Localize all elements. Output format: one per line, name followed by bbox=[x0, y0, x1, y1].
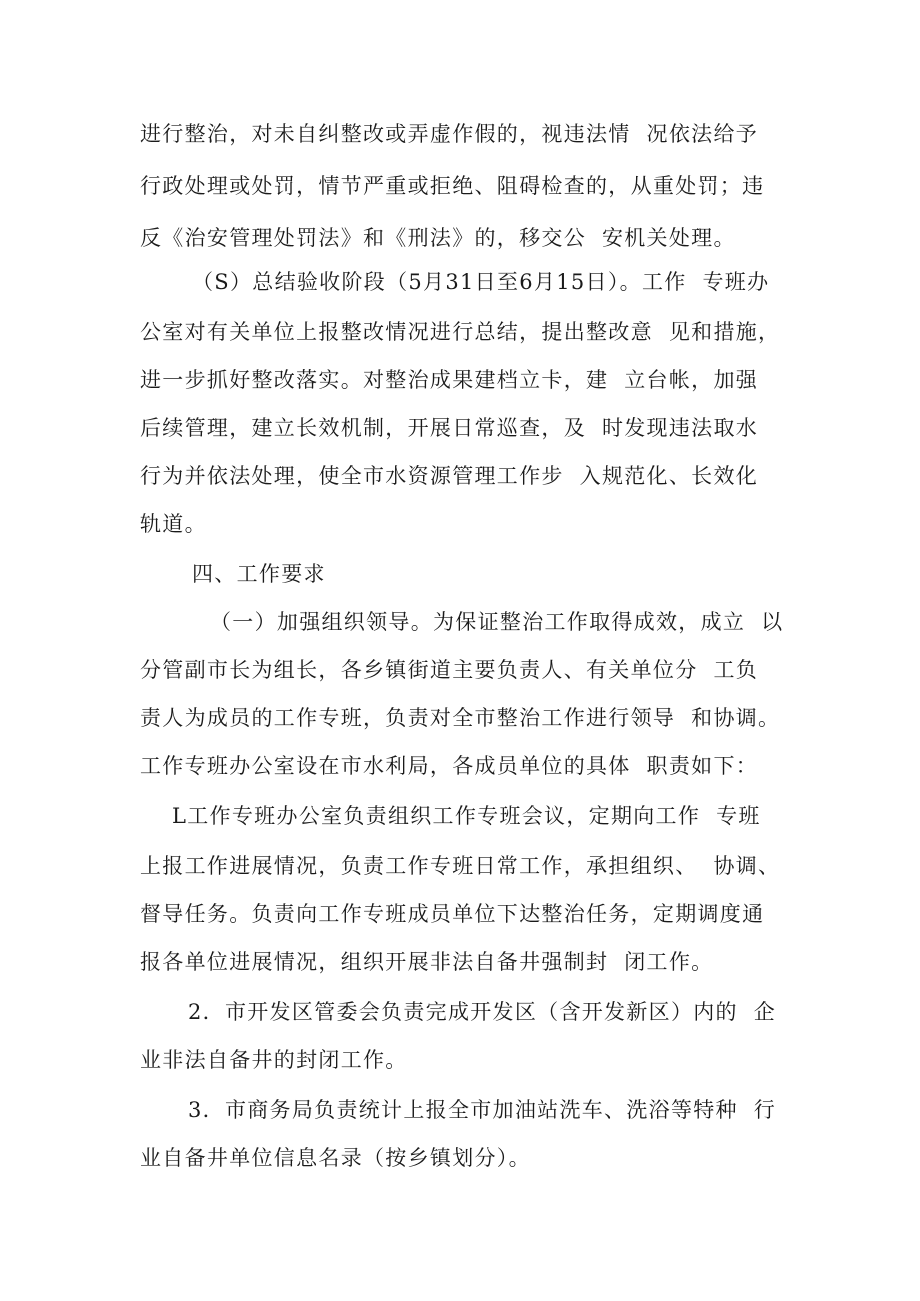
text-line: 工作专班办公室设在市水利局，各成员单位的具体 职责如下： bbox=[140, 754, 759, 778]
text-line: 上报工作进展情况，负责工作专班日常工作，承担组织、 协调、 bbox=[140, 854, 781, 878]
text-line: 进一步抓好整改落实。对整治成果建档立卡，建 立台帐，加强 bbox=[140, 368, 759, 392]
text-line: 报各单位进展情况，组织开展非法自备井强制封 闭工作。 bbox=[140, 950, 714, 974]
text-line: 轨道。 bbox=[140, 512, 207, 536]
text-line: 分管副市长为组长，各乡镇街道主要负责人、有关单位分 工负 bbox=[140, 658, 759, 682]
text-line: 公室对有关单位上报整改情况进行总结，提出整改意 见和措施， bbox=[140, 320, 781, 344]
text-line: 行政处理或处罚，情节严重或拒绝、阻碍检查的，从重处罚；违 bbox=[140, 174, 765, 198]
list-item-3: 3．市商务局负责统计上报全市加油站洗车、洗浴等特种 行 bbox=[188, 1098, 777, 1122]
section-heading-summary: （S）总结验收阶段（5月31日至6月15日）。工作 专班办 bbox=[192, 270, 770, 294]
text-line: 反《治安管理处罚法》和《刑法》的，移交公 安机关处理。 bbox=[140, 226, 736, 250]
text-line: 责人为成员的工作专班，负责对全市整治工作进行领导 和协调。 bbox=[140, 706, 781, 730]
text-line: 行为并依法处理，使全市水资源管理工作步 入规范化、长效化 bbox=[140, 464, 759, 488]
list-item-2: 2．市开发区管委会负责完成开发区（含开发新区）内的 企 bbox=[188, 1000, 777, 1024]
text-line: 督导任务。负责向工作专班成员单位下达整治任务，定期调度通 bbox=[140, 902, 765, 926]
section-heading-requirements: 四、工作要求 bbox=[192, 562, 326, 586]
text-line: 业非法自备井的封闭工作。 bbox=[140, 1048, 408, 1072]
text-line: 进行整治，对未自纠整改或弄虚作假的，视违法情 况依法给予 bbox=[140, 122, 759, 146]
subsection-heading: （一）加强组织领导。为保证整治工作取得成效，成立 以 bbox=[210, 610, 784, 634]
list-item-1: L工作专班办公室负责组织工作专班会议，定期向工作 专班 bbox=[172, 804, 761, 828]
text-line: 后续管理，建立长效机制，开展日常巡查，及 时发现违法取水 bbox=[140, 416, 759, 440]
text-line: 业自备井单位信息名录（按乡镇划分）。 bbox=[140, 1146, 531, 1170]
